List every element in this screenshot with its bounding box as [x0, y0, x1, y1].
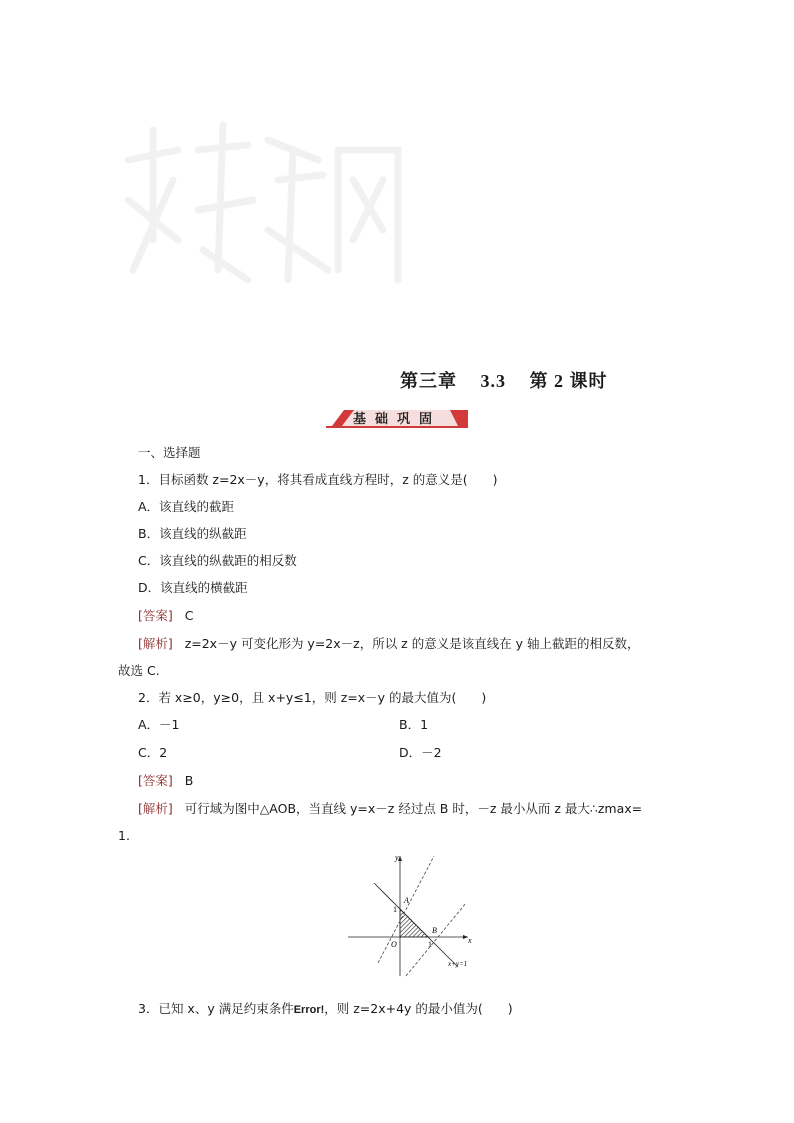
- dashed-line-upper: [378, 856, 434, 963]
- analysis-tag: [解析]: [138, 801, 173, 816]
- chapter-label: 第三章: [400, 371, 457, 391]
- q1-option-c: C．该直线的纵截距的相反数: [138, 553, 297, 568]
- q2-analysis: [138, 801, 642, 817]
- q1-answer: [138, 608, 193, 624]
- q1-option-a: A．该直线的截距: [138, 499, 235, 514]
- section-number: 3.3: [480, 371, 506, 391]
- section-heading: 一、选择题: [138, 445, 201, 460]
- q1-analysis-text: z=2x－y 可变化形为 y=2x－z，所以 z 的意义是该直线在 y 轴上截距的相反数，: [184, 636, 640, 651]
- q2-option-d: D．－2: [399, 745, 442, 760]
- q1-option-d: D．该直线的横截距: [138, 580, 248, 595]
- lesson-label: 第 2 课时: [529, 371, 608, 391]
- answer-tag: [答案]: [138, 608, 173, 623]
- q3-stem: [138, 1001, 513, 1018]
- line-equation-label: x+y=1: [448, 960, 468, 968]
- line-x-plus-y-eq-1: [374, 883, 458, 967]
- q2-stem: 2．若 x≥0，y≥0，且 x+y≤1，则 z=x－y 的最大值为( ): [138, 690, 487, 705]
- q2-answer: [138, 773, 193, 789]
- analysis-tag: [解析]: [138, 636, 173, 651]
- q2-analysis-cont: 1.: [118, 828, 130, 843]
- q2-option-b: B．1: [399, 717, 429, 732]
- feasible-region-figure: [340, 848, 480, 978]
- q3-stem-post: ，则 z=2x+4y 的最小值为( ): [324, 1001, 513, 1016]
- q2-option-c: C．2: [138, 745, 168, 760]
- axis-x-label: x: [468, 936, 472, 945]
- y-axis-arrow: [398, 856, 402, 861]
- point-b-label: B: [432, 926, 437, 935]
- q3-error-placeholder: Error!: [293, 1004, 325, 1016]
- q2-option-a: A．－1: [138, 717, 180, 732]
- tick-y-1: 1: [393, 905, 397, 914]
- q1-option-b: B．该直线的纵截距: [138, 526, 247, 541]
- banner-label: 基础巩固: [352, 412, 441, 427]
- q1-stem: 1．目标函数 z=2x－y，将其看成直线方程时，z 的意义是( ): [138, 472, 498, 487]
- q1-answer-value: C: [184, 608, 194, 623]
- tick-x-1: 1: [428, 940, 432, 949]
- q2-answer-value: B: [184, 773, 194, 788]
- watermark-logo: [118, 120, 418, 300]
- answer-tag: [答案]: [138, 773, 173, 788]
- axis-y-label: y: [395, 853, 399, 862]
- q1-analysis-cont: 故选 C.: [118, 663, 160, 678]
- point-a-label: A: [404, 896, 409, 905]
- q3-stem-pre: 3．已知 x、y 满足约束条件: [138, 1001, 294, 1016]
- q1-analysis: [138, 636, 640, 652]
- page-title: [400, 367, 626, 393]
- q2-analysis-text: 可行域为图中△AOB，当直线 y=x－z 经过点 B 时，－z 最小从而 z 最大∴zmax=: [184, 801, 643, 816]
- origin-label: O: [391, 940, 397, 949]
